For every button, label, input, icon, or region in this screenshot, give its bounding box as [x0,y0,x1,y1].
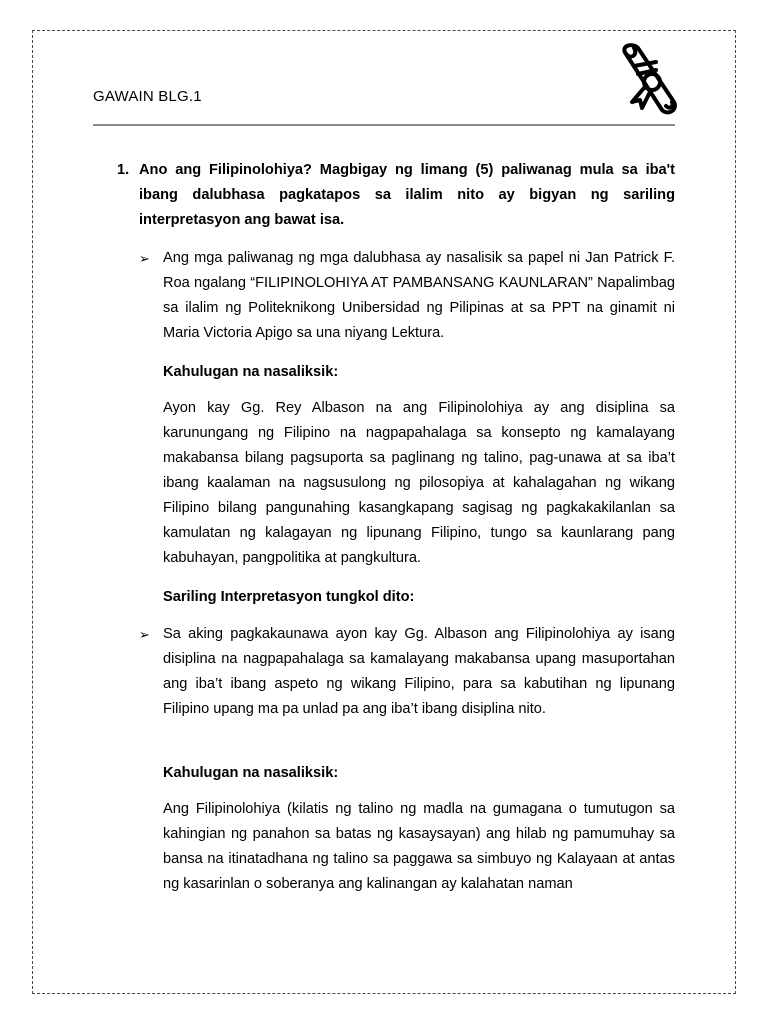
bullet-paragraph: Sa aking pagkakaunawa ayon kay Gg. Albason ang Filipinolohiya ay isang disiplina na nagpapahalaga sa kamalayang makabansa upang masuportahan ang iba’t ibang aspeto ng wikang Filipino, para sa kabutihan ng lipunang Filipino upang ma pa unlad pa ang iba’t ibang disiplina nito. [163,626,675,717]
question-text: Ano ang Filipinolohiya? Magbigay ng limang (5) paliwanag mula sa iba't ibang dalubhasa pagkatapos sa ilalim nito ay bigyan ng sariling interpretasyon ang bawat isa. [139,162,675,228]
section-heading: Kahulugan na nasaliksik: [163,765,339,781]
header-divider [93,124,675,126]
scroll-diploma-icon [612,40,682,122]
arrow-bullet-icon: ➢ [139,251,150,266]
bullet-paragraph: Ang mga paliwanag ng mga dalubhasa ay nasalisik sa papel ni Jan Patrick F. Roa ngalang “FILIPINOLOHIYA AT PAMBANSANG KAUNLARAN” Napalimbag sa ilalim ng Politeknikong Unibersidad ng Pilipinas at sa PPT na ginamit ni Maria Victoria Apigo sa una niyang Lektura. [163,250,675,341]
section-heading: Sariling Interpretasyon tungkol dito: [163,589,415,605]
arrow-bullet-icon: ➢ [139,627,150,642]
page-title: GAWAIN BLG.1 [93,88,202,105]
body-paragraph: Ang Filipinolohiya (kilatis ng talino ng madla na gumagana o tumutugon sa kahingian ng panahon sa batas ng kasaysayan) ang hilab ng pamumuhay sa bansa na itinatadhana ng talino sa paggawa sa simbuyo ng Kalayaan at antas ng kasarinlan o soberanya ang kalinangan ay kalahatan naman [163,801,675,892]
body-paragraph: Ayon kay Gg. Rey Albason na ang Filipinolohiya ay ang disiplina sa karunungang ng Filipino na nagpapahalaga sa konsepto ng kamalayang makabansa bilang pagsuporta sa paglinang ng talino, pag-unawa at sa iba’t ibang kaalaman na nagsusulong ng pilosopiya at kahalagahan ng wikang Filipino bilang pangunahing kasangkapang sagisag ng pagkakakilanlan sa kamulatan ng kalagayan ng lipunang Filipino, tungo sa kaunlarang pang kabuhayan, pangpolitika at pangkultura. [163,400,675,566]
question-number: 1. [117,162,130,178]
section-heading: Kahulugan na nasaliksik: [163,364,339,380]
